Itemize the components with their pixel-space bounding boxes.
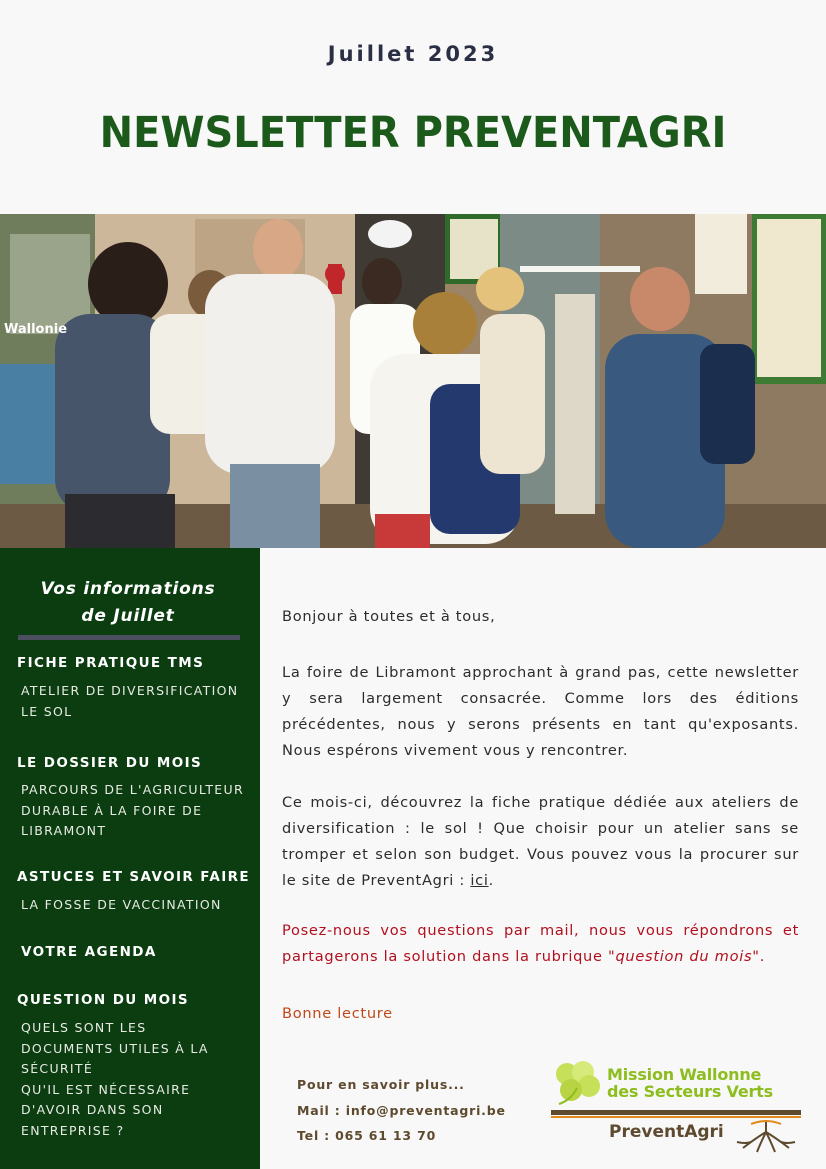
section-fiche-pratique-item xyxy=(21,681,259,722)
event-photo-illustration xyxy=(0,214,826,548)
event-photo xyxy=(0,214,826,548)
contact-tel[interactable]: Tel : 065 61 13 70 xyxy=(297,1128,437,1143)
logo-brand: PreventAgri xyxy=(609,1122,724,1142)
item-line: PARCOURS DE L'AGRICULTEUR xyxy=(21,782,244,797)
fiche-paragraph-text: Ce mois-ci, découvrez la fiche pratique dédiée aux ateliers de diversification : le sol ! Que choisir pour un atelier sans se tromper et selon son budget. Vous pouvez vous la procurer sur le site de PreventAgri : xyxy=(282,794,799,889)
newsletter-title: NEWSLETTER PREVENTAGRI xyxy=(99,108,727,158)
item-line: LA FOSSE DE VACCINATION xyxy=(21,897,222,912)
section-fiche-pratique[interactable]: FICHE PRATIQUE TMS xyxy=(17,655,205,671)
logo-line1: Mission Wallonne xyxy=(607,1065,762,1084)
question-paragraph-end: . xyxy=(759,948,766,965)
item-line: SÉCURITÉ xyxy=(21,1061,94,1076)
item-line: LIBRAMONT xyxy=(21,823,107,838)
sidebar-heading xyxy=(0,576,256,630)
item-line: DOCUMENTS UTILES À LA xyxy=(21,1040,209,1056)
section-question-item xyxy=(21,1018,259,1141)
section-astuces[interactable]: ASTUCES ET SAVOIR FAIRE xyxy=(17,869,251,885)
section-dossier-item xyxy=(21,780,259,842)
issue-month: Juillet 2023 xyxy=(327,42,499,66)
roots-icon xyxy=(731,1118,801,1154)
question-paragraph-text: Posez-nous vos questions par mail, nous vous répondrons et partagerons la solution dans la rubrique " xyxy=(282,922,799,965)
item-line: LE SOL xyxy=(21,703,73,719)
section-agenda[interactable]: VOTRE AGENDA xyxy=(21,944,157,960)
item-line: ENTREPRISE ? xyxy=(21,1122,125,1138)
preventagri-link[interactable]: ici xyxy=(470,872,489,889)
sidebar-divider xyxy=(18,635,240,640)
fiche-paragraph xyxy=(282,790,799,894)
sidebar-heading-line1: Vos informations xyxy=(40,579,216,599)
closing: Bonne lecture xyxy=(282,1005,393,1022)
section-astuces-item xyxy=(21,895,259,916)
sidebar-heading-line2: de Juillet xyxy=(81,606,175,626)
contact-mail[interactable]: Mail : info@preventagri.be xyxy=(297,1103,506,1118)
logo-divider xyxy=(551,1110,801,1115)
sidebar-summary xyxy=(0,548,260,1169)
clover-icon xyxy=(549,1058,605,1106)
item-line: DURABLE À LA FOIRE DE xyxy=(21,802,203,818)
item-line: D'AVOIR DANS SON xyxy=(21,1102,164,1117)
section-question-du-mois[interactable]: QUESTION DU MOIS xyxy=(17,992,190,1008)
item-line: QU'IL EST NÉCESSAIRE xyxy=(21,1081,191,1097)
contact-more: Pour en savoir plus... xyxy=(297,1077,465,1092)
intro-paragraph: La foire de Libramont approchant à grand pas, cette newsletter y sera largement consacrée. Comme lors des éditions précédentes, nous y serons présents en tant qu'exposants. Nous espérons vivement vous y rencontrer. xyxy=(282,664,799,759)
fiche-paragraph-end: . xyxy=(488,872,494,889)
logo-text xyxy=(607,1066,773,1100)
section-dossier-du-mois[interactable]: LE DOSSIER DU MOIS xyxy=(17,755,203,771)
question-paragraph xyxy=(282,918,799,970)
question-du-mois-label: question du mois" xyxy=(615,948,760,965)
wallonie-sign: Wallonie xyxy=(4,322,68,337)
greeting: Bonjour à toutes et à tous, xyxy=(282,608,496,625)
logo-line2: des Secteurs Verts xyxy=(607,1082,773,1101)
item-line: ATELIER DE DIVERSIFICATION xyxy=(21,683,239,698)
preventagri-logo xyxy=(549,1058,801,1156)
item-line: QUELS SONT LES xyxy=(21,1020,147,1035)
